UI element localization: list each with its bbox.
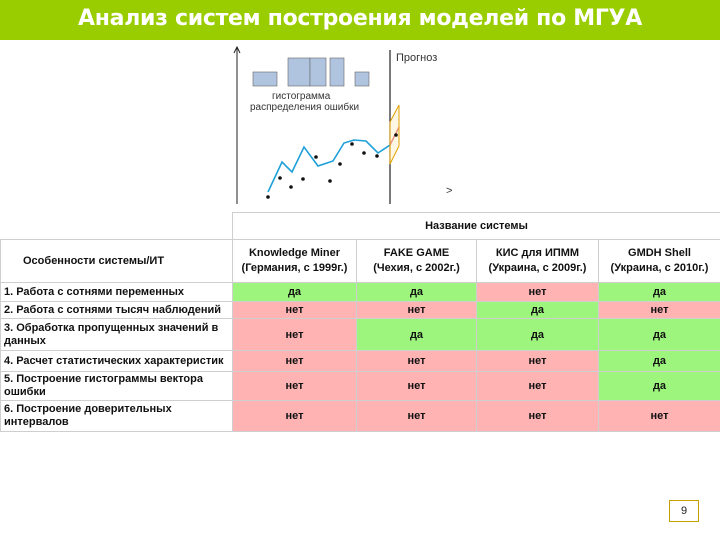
answer-cell: нет [357, 351, 477, 372]
model-line [268, 140, 390, 192]
system-origin: (Чехия, с 2002г.) [373, 262, 460, 274]
answer-cell: нет [357, 401, 477, 432]
system-name: Knowledge Miner [248, 247, 341, 259]
histogram-bar [310, 58, 326, 86]
system-origin: (Украина, с 2009г.) [488, 262, 587, 274]
table-title-row [1, 213, 720, 240]
answer-cell: нет [357, 372, 477, 401]
comparison-table [0, 212, 720, 432]
system-header [233, 240, 357, 283]
histogram-bar [355, 72, 369, 86]
forecast-figure [232, 44, 452, 210]
observation-point [314, 155, 318, 159]
answer-cell: да [599, 372, 720, 401]
observation-point [338, 162, 342, 166]
forecast-label: Прогноз [396, 52, 438, 64]
histogram-bar [330, 58, 344, 86]
observation-point [266, 195, 270, 199]
feature-cell: 4. Расчет статистических характеристик [1, 351, 233, 372]
table-row [1, 401, 720, 432]
system-header [477, 240, 599, 283]
answer-cell: да [599, 319, 720, 351]
answer-cell: нет [233, 401, 357, 432]
table-row [1, 351, 720, 372]
system-name: FAKE GAME [383, 247, 450, 259]
observation-point [289, 185, 293, 189]
answer-cell: нет [477, 372, 599, 401]
table-header-row [1, 240, 720, 283]
answer-cell: да [477, 319, 599, 351]
answer-cell: нет [233, 372, 357, 401]
table-row [1, 283, 720, 302]
answer-cell: нет [477, 351, 599, 372]
answer-cell: нет [477, 283, 599, 302]
system-name: GMDH Shell [628, 247, 691, 259]
answer-cell: да [357, 319, 477, 351]
feature-cell: 6. Построение доверительных интервалов [1, 401, 233, 432]
answer-cell: нет [477, 401, 599, 432]
feature-cell: 1. Работа с сотнями переменных [1, 283, 233, 302]
forecast-chart [232, 44, 452, 210]
observation-point [278, 176, 282, 180]
table-corner-cell [1, 213, 233, 240]
answer-cell: нет [233, 319, 357, 351]
observation-point [394, 133, 398, 137]
observation-point [350, 142, 354, 146]
histogram-bar [253, 72, 277, 86]
feature-cell: 2. Работа с сотнями тысяч наблюдений [1, 302, 233, 319]
answer-cell: да [233, 283, 357, 302]
system-header [599, 240, 720, 283]
answer-cell: нет [233, 302, 357, 319]
observation-point [375, 154, 379, 158]
systems-title: Название системы [233, 213, 720, 240]
features-title: Особенности системы/ИТ [1, 240, 233, 283]
system-origin: (Украина, с 2010г.) [610, 262, 709, 274]
system-origin: (Германия, с 1999г.) [241, 262, 348, 274]
answer-cell: да [599, 351, 720, 372]
observation-point [328, 179, 332, 183]
answer-cell: нет [357, 302, 477, 319]
slide-header [0, 0, 720, 40]
table-row [1, 302, 720, 319]
observation-point [301, 177, 305, 181]
feature-cell: 5. Построение гистограммы вектора ошибки [1, 372, 233, 401]
system-header [357, 240, 477, 283]
page-number-badge [669, 500, 699, 522]
system-name: КИС для ИПММ [495, 247, 580, 259]
page-number: 9 [680, 505, 688, 517]
answer-cell: да [599, 283, 720, 302]
table-row [1, 319, 720, 351]
axis-arrow-label: > [446, 185, 453, 197]
histogram-bar [288, 58, 310, 86]
observation-point [362, 151, 366, 155]
table-row [1, 372, 720, 401]
answer-cell: нет [599, 302, 720, 319]
answer-cell: нет [599, 401, 720, 432]
error-histogram [253, 58, 369, 86]
slide-title: Анализ систем построения моделей по МГУА [78, 6, 642, 31]
feature-cell: 3. Обработка пропущенных значений в данных [1, 319, 233, 351]
answer-cell: нет [233, 351, 357, 372]
histogram-label-line2: распределения ошибки [250, 102, 360, 113]
histogram-label-line1: гистограмма [272, 91, 331, 102]
answer-cell: да [357, 283, 477, 302]
answer-cell: да [477, 302, 599, 319]
